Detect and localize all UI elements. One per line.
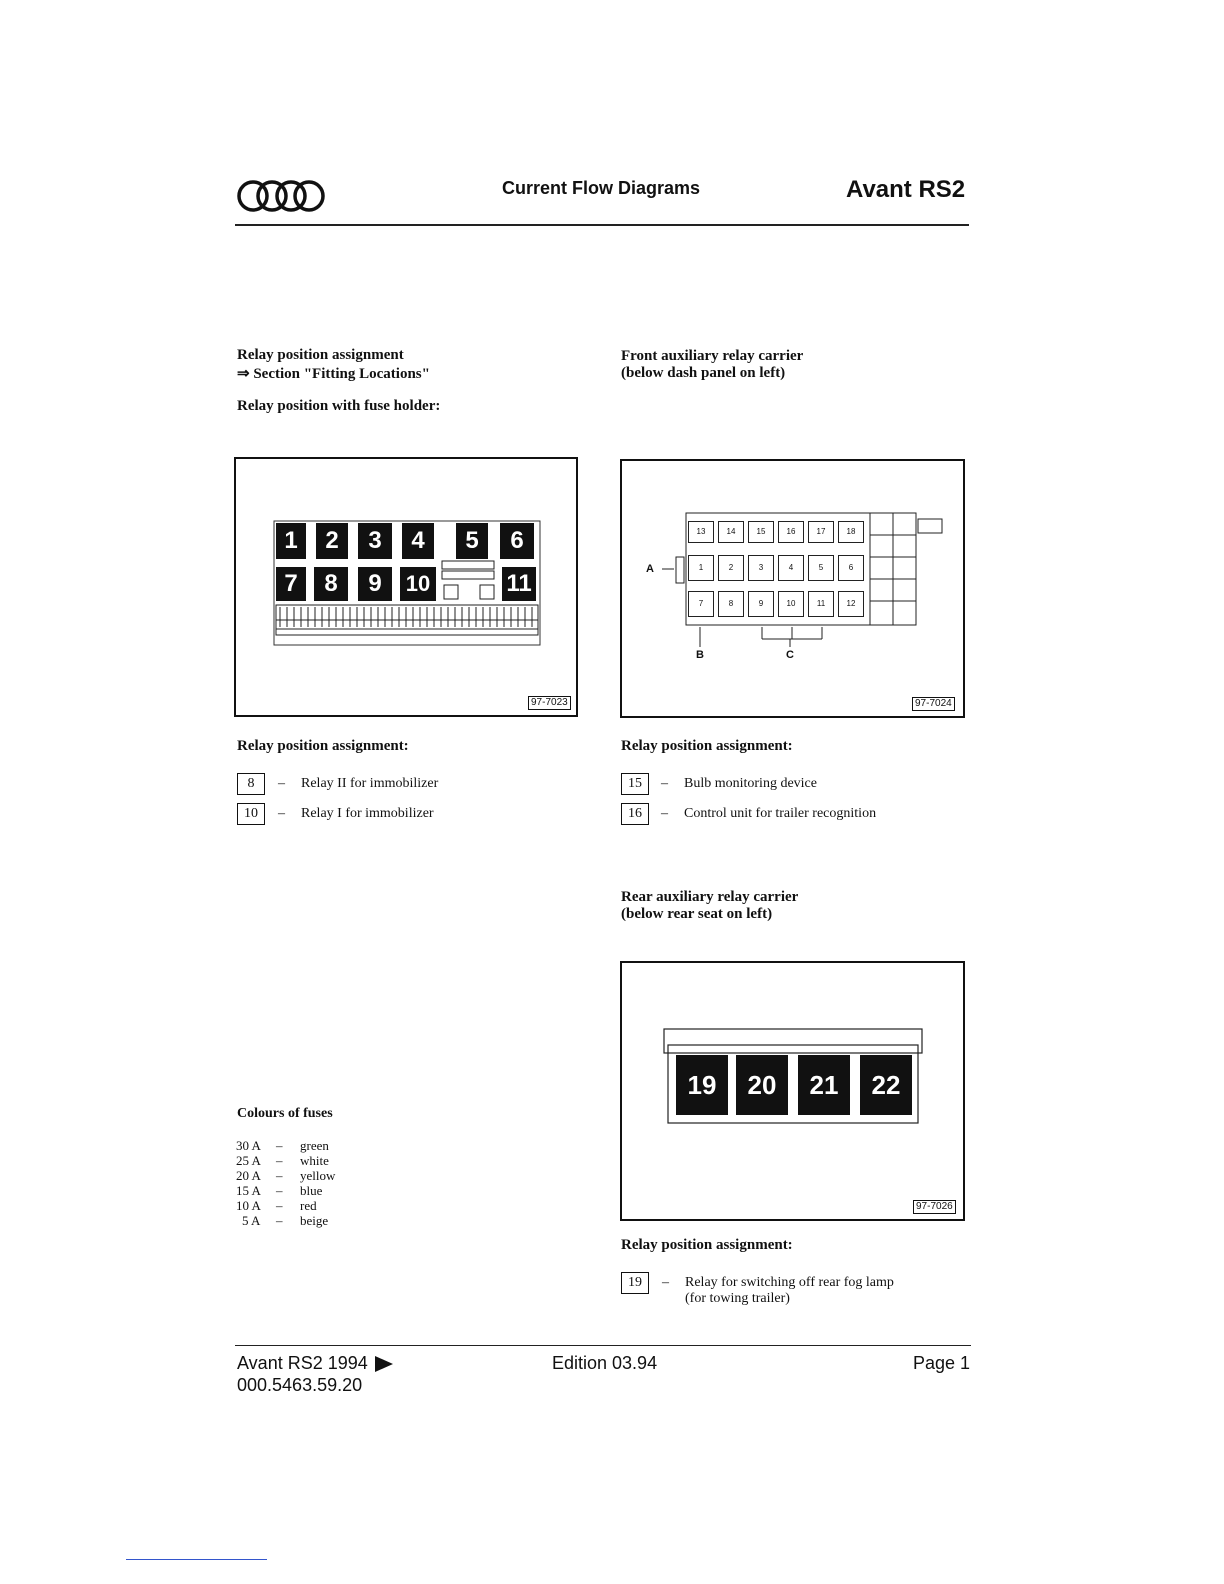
fuse-row — [236, 1213, 335, 1228]
rear-carrier-subtitle: (below rear seat on left) — [621, 906, 773, 922]
relay-20: 20 — [736, 1055, 788, 1115]
fuse-colour: beige — [300, 1213, 329, 1228]
rear-carrier-figure — [620, 961, 965, 1221]
fuse-colour: yellow — [300, 1168, 336, 1183]
relay-8: 8 — [314, 567, 348, 601]
rear-assignment-dash: – — [662, 1275, 669, 1290]
front-carrier-drawing — [622, 461, 963, 716]
left-assignment-text-10: Relay I for immobilizer — [301, 806, 434, 821]
front-slot-6: 6 — [838, 555, 864, 581]
footer-page: Page 1 — [913, 1353, 971, 1373]
front-slot-4: 4 — [778, 555, 804, 581]
front-assignment-num-16: 16 — [621, 803, 649, 825]
relay-3: 3 — [358, 523, 392, 559]
fuse-dash: – — [276, 1153, 283, 1168]
rear-assignment-text-19-line2: (for towing trailer) — [685, 1291, 790, 1306]
fuse-row — [236, 1138, 335, 1153]
fuse-amp: 10 A — [236, 1198, 261, 1213]
footer-part-number: 000.5463.59.20 — [237, 1375, 363, 1395]
fuse-dash: – — [276, 1183, 283, 1198]
front-slot-13: 13 — [688, 521, 714, 543]
front-carrier-subtitle: (below dash panel on left) — [621, 365, 786, 381]
fuse-dash: – — [276, 1138, 283, 1153]
header-center-title: Current Flow Diagrams — [502, 178, 701, 198]
left-assignment-num-10: 10 — [237, 803, 265, 825]
left-assignment-text-8: Relay II for immobilizer — [301, 776, 439, 791]
footer-rule — [235, 1345, 971, 1346]
fuse-amp: 5 A — [242, 1213, 261, 1228]
front-slot-8: 8 — [718, 591, 744, 617]
front-assignment-text-16: Control unit for trailer recognition — [684, 806, 877, 821]
left-assignment-dash: – — [278, 776, 285, 791]
fuse-row — [236, 1198, 335, 1213]
fuse-colour: green — [300, 1138, 329, 1153]
fuse-dash: – — [276, 1168, 283, 1183]
front-slot-12: 12 — [838, 591, 864, 617]
front-slot-14: 14 — [718, 521, 744, 543]
fuse-colour: white — [300, 1153, 329, 1168]
rear-assignment-num-19: 19 — [621, 1272, 649, 1294]
fuse-amp: 30 A — [236, 1138, 261, 1153]
fuse-row — [236, 1168, 335, 1183]
header-rule — [235, 224, 969, 226]
relay-5: 5 — [456, 523, 488, 559]
front-slot-18: 18 — [838, 521, 864, 543]
relay-11: 11 — [502, 567, 536, 601]
relay-6: 6 — [500, 523, 534, 559]
relay-9: 9 — [358, 567, 392, 601]
front-assignment-title: Relay position assignment: — [621, 738, 793, 754]
rear-assignment-text-19: Relay for switching off rear fog lamp — [685, 1275, 894, 1290]
front-slot-5: 5 — [808, 555, 834, 581]
relay-7: 7 — [276, 567, 306, 601]
front-slot-7: 7 — [688, 591, 714, 617]
footer-edition: Edition 03.94 — [552, 1353, 658, 1373]
play-arrow-icon — [375, 1356, 393, 1372]
fuse-colours-list — [236, 1138, 335, 1228]
fuse-colour: red — [300, 1198, 317, 1213]
label-b: B — [696, 649, 704, 661]
relay-4: 4 — [402, 523, 434, 559]
front-slot-3: 3 — [748, 555, 774, 581]
front-slot-15: 15 — [748, 521, 774, 543]
relay-19: 19 — [676, 1055, 728, 1115]
relay-21: 21 — [798, 1055, 850, 1115]
fuse-colours-title: Colours of fuses — [237, 1106, 333, 1121]
front-slot-2: 2 — [718, 555, 744, 581]
front-carrier-figure — [620, 459, 965, 718]
front-assignment-dash: – — [661, 806, 668, 821]
left-assignment-num-8: 8 — [237, 773, 265, 795]
left-assignment-title: Relay position assignment: — [237, 738, 409, 754]
bottom-link-line — [126, 1559, 267, 1560]
front-slot-10: 10 — [778, 591, 804, 617]
front-slot-9: 9 — [748, 591, 774, 617]
audi-rings-logo — [236, 178, 326, 214]
figure-id-7026: 97-7026 — [913, 1200, 956, 1214]
label-a: A — [646, 563, 654, 575]
front-assignment-num-15: 15 — [621, 773, 649, 795]
fuse-amp: 25 A — [236, 1153, 261, 1168]
footer-model — [237, 1353, 393, 1374]
front-slot-17: 17 — [808, 521, 834, 543]
relay-1: 1 — [276, 523, 306, 559]
relay-22: 22 — [860, 1055, 912, 1115]
fuse-dash: – — [276, 1198, 283, 1213]
figure-id-7024: 97-7024 — [912, 697, 955, 711]
front-carrier-title: Front auxiliary relay carrier — [621, 348, 804, 364]
fuse-amp: 15 A — [236, 1183, 261, 1198]
front-slot-11: 11 — [808, 591, 834, 617]
front-slot-16: 16 — [778, 521, 804, 543]
footer-model-text: Avant RS2 1994 — [237, 1353, 368, 1373]
left-heading-1: Relay position assignment — [237, 347, 404, 363]
fuse-row — [236, 1153, 335, 1168]
left-heading-2: ⇒ Section "Fitting Locations" — [237, 366, 430, 382]
fuse-colour: blue — [300, 1183, 323, 1198]
rear-carrier-title: Rear auxiliary relay carrier — [621, 889, 799, 905]
relay-2: 2 — [316, 523, 348, 559]
left-assignment-dash: – — [278, 806, 285, 821]
left-heading-3: Relay position with fuse holder: — [237, 398, 441, 414]
fuse-row — [236, 1183, 335, 1198]
fuse-holder-figure — [234, 457, 578, 717]
front-assignment-text-15: Bulb monitoring device — [684, 776, 817, 791]
fuse-dash: – — [276, 1213, 283, 1228]
figure-id-7023: 97-7023 — [528, 696, 571, 710]
fuse-amp: 20 A — [236, 1168, 261, 1183]
rear-assignment-title: Relay position assignment: — [621, 1237, 793, 1253]
relay-10: 10 — [400, 567, 436, 601]
label-c: C — [786, 649, 794, 661]
header-right-title: Avant RS2 — [846, 176, 966, 203]
front-assignment-dash: – — [661, 776, 668, 791]
front-slot-1: 1 — [688, 555, 714, 581]
